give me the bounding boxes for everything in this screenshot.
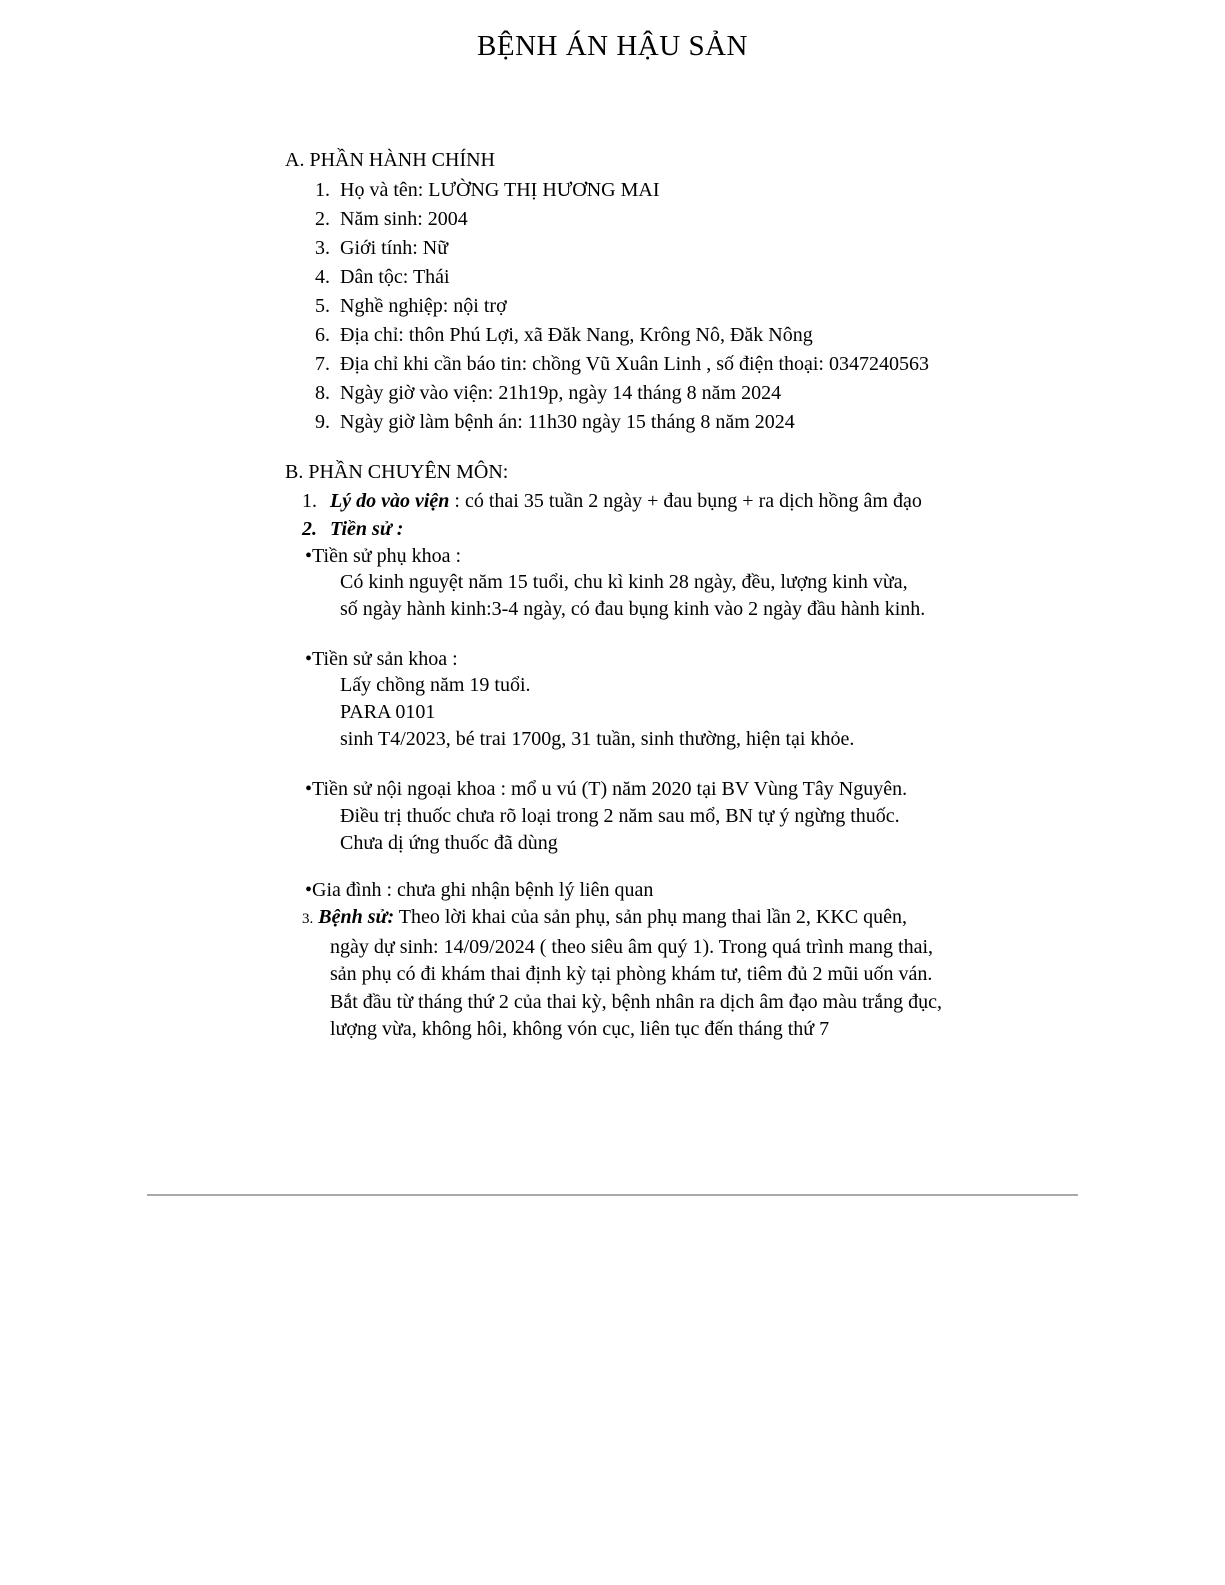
family-text: chưa ghi nhận bệnh lý liên quan — [392, 879, 654, 901]
disease-text: Theo lời khai của sản phụ, sản phụ mang thai lần 2, KKC quên, ngày dự sinh: 14/09/2024 ( theo siêu âm quý 1). Trong quá trình mang thai, sản phụ có đi khám thai định kỳ tại phòng khám tư, tiêm đủ 2 mũi uốn ván. Bắt đầu từ tháng thứ 2 của thai kỳ, bệnh nhân ra dịch âm đạo màu trắng đục, lượng vừa, không hôi, không vón cục, liên tục đến tháng thứ 7 — [330, 906, 943, 1040]
page-break-divider — [147, 1194, 1078, 1196]
paragraph-line: Có kinh nguyệt năm 15 tuổi, chu kì kinh 28 ngày, đều, lượng kinh vừa, — [340, 571, 908, 593]
obstetric-heading — [305, 646, 1225, 672]
medical-allergy-line: Chưa dị ứng thuốc đã dùng — [340, 832, 558, 854]
item-number: 8. — [315, 382, 330, 404]
gyn-heading — [305, 543, 1225, 569]
item-number: 1. — [302, 490, 317, 512]
item-number: 2. — [315, 208, 330, 230]
item-text: Địa chỉ khi cần báo tin: chồng Vũ Xuân Linh , số điện thoại: 0347240563 — [340, 353, 929, 375]
item-number: 6. — [315, 324, 330, 346]
list-item — [315, 321, 1225, 350]
item-text: Họ và tên: LƯỜNG THỊ HƯƠNG MAI — [340, 179, 660, 201]
family-heading-text: Gia đình : — [312, 879, 393, 901]
medical-heading-text: Tiền sử nội ngoại khoa : — [312, 778, 507, 800]
section-professional — [285, 458, 1225, 1044]
gynecological-history — [285, 543, 1225, 623]
list-item — [315, 379, 1225, 408]
paragraph-line: Lấy chồng năm 19 tuổi. — [340, 674, 531, 696]
item-number: 1. — [315, 179, 330, 201]
bullet-icon: • — [305, 879, 313, 901]
list-item — [315, 350, 1225, 379]
item-text: Giới tính: Nữ — [340, 237, 449, 259]
bullet-icon: • — [305, 648, 313, 670]
gyn-body — [340, 569, 1225, 623]
item-number: 2. — [302, 518, 317, 540]
history-heading — [302, 515, 1225, 543]
list-item — [315, 176, 1225, 205]
reason-text: : có thai 35 tuần 2 ngày + đau bụng + ra dịch hồng âm đạo — [449, 490, 922, 512]
item-text: Ngày giờ làm bệnh án: 11h30 ngày 15 tháng 8 năm 2024 — [340, 411, 795, 433]
section-b-heading: B. PHẦN CHUYÊN MÔN: — [285, 461, 509, 483]
bullet-icon: • — [305, 545, 313, 567]
item-text: Nghề nghiệp: nội trợ — [340, 295, 507, 317]
gyn-heading-text: Tiền sử phụ khoa : — [312, 545, 462, 567]
paragraph-line: số ngày hành kinh:3-4 ngày, có đau bụng kinh vào 2 ngày đầu hành kinh. — [340, 598, 926, 620]
paragraph-line: PARA 0101 — [340, 701, 436, 723]
reason-label: Lý do vào viện — [330, 490, 450, 512]
page-title: BỆNH ÁN HẬU SẢN — [477, 30, 748, 62]
item-number: 4. — [315, 266, 330, 288]
list-item — [315, 234, 1225, 263]
obstetric-heading-text: Tiền sử sản khoa : — [312, 648, 458, 670]
obstetric-body — [340, 672, 1225, 753]
list-item — [315, 292, 1225, 321]
list-item — [315, 205, 1225, 234]
disease-history — [302, 904, 945, 1044]
disease-label: Bệnh sử: — [318, 906, 395, 928]
obstetric-history — [285, 646, 1225, 753]
item-number: 7. — [315, 353, 330, 375]
item-text: Năm sinh: 2004 — [340, 208, 468, 230]
section-a-list — [315, 176, 1225, 437]
section-administrative — [285, 146, 1225, 437]
item-text: Dân tộc: Thái — [340, 266, 450, 288]
section-a-heading: A. PHẦN HÀNH CHÍNH — [285, 149, 495, 171]
medical-text: mổ u vú (T) năm 2020 tại BV Vùng Tây Nguyên. Điều trị thuốc chưa rõ loại trong 2 năm sau mổ, BN tự ý ngừng thuốc. — [340, 778, 908, 827]
item-number: 3. — [302, 911, 314, 927]
bullet-icon: • — [305, 778, 313, 800]
item-text: Địa chỉ: thôn Phú Lợi, xã Đăk Nang, Krông Nô, Đăk Nông — [340, 324, 813, 346]
list-item — [315, 263, 1225, 292]
history-label: Tiền sử : — [330, 518, 404, 540]
list-item — [315, 408, 1225, 437]
paragraph-line: sinh T4/2023, bé trai 1700g, 31 tuần, sinh thường, hiện tại khỏe. — [340, 728, 855, 750]
family-history — [305, 877, 1225, 904]
item-number: 5. — [315, 295, 330, 317]
item-number: 9. — [315, 411, 330, 433]
medical-surgical-history — [305, 776, 945, 857]
item-number: 3. — [315, 237, 330, 259]
item-text: Ngày giờ vào viện: 21h19p, ngày 14 tháng 8 năm 2024 — [340, 382, 782, 404]
reason-for-admission — [302, 487, 1225, 515]
